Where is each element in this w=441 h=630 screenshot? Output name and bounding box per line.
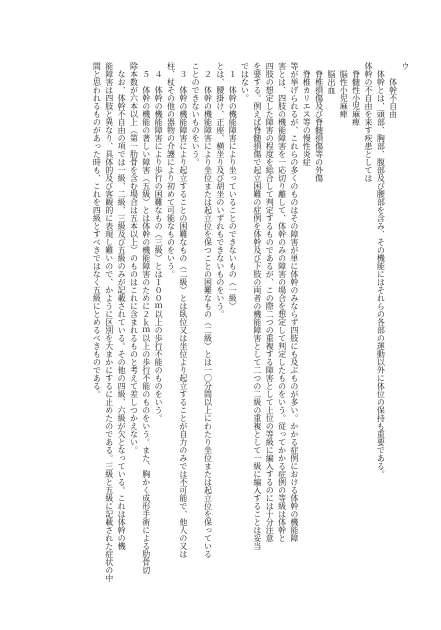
body-line: 間と思われるものがあった時も、これを四級とすべきではなく五級にとめるべきものである。 bbox=[92, 62, 102, 398]
body-line: 除本数が六本以上（第一肋骨を含む場合は五本以上）のものはこれに含まれるものと考えて差しつかえない。 bbox=[129, 62, 139, 454]
section-marker: ウ bbox=[401, 62, 410, 70]
disease-list-item: 脳性小児麻痺 bbox=[339, 70, 349, 118]
body-line: ではない。 bbox=[240, 62, 250, 102]
numbered-item-1: １ 体幹の機能障害により坐っていることのできないもの（一級） bbox=[228, 70, 238, 310]
body-line: ことのできないものをいう。 bbox=[191, 62, 201, 166]
numbered-item-4: ４ 体幹の機能障害により歩行の困難なもの（三級）とは１００ｍ以上の歩行不能のものをいう。 bbox=[154, 70, 164, 422]
note-paragraph: なお、体幹不自由の項では一級、二級、三級及び五級のみが記載されている。その他の四級、六級が欠となっている。これは体幹の機 bbox=[117, 70, 127, 550]
disease-list-item: 脳出血 bbox=[326, 70, 336, 94]
body-line: 害とは、四肢の機能障害を一応切り離して、体幹のみの障害の場合を想定して判定したものをいう。従ってかかる症例の等級は体幹と bbox=[277, 62, 287, 542]
vertical-text-body bbox=[90, 62, 411, 592]
body-line: 体幹とは、頭部、胸部、腹部及び腰部を含み、その機能にはそれらの各部の運動以外に体位の保持も重要である。 bbox=[376, 70, 386, 478]
disease-list-item: 脊椎損傷及び脊髄損傷等の外傷 bbox=[314, 70, 324, 182]
body-line: 能障害は四肢と異なり、具体的及び客観的に表現し難いので、かように区別を大まかにするに止めたのである。三級と五級に記載された症状の中 bbox=[104, 62, 114, 582]
numbered-item-3: ３ 体幹の機能障害により起立することの困難なもの（二級）とは臥位又は坐位より起立することが自力のみでは不可能で、他人の又は bbox=[178, 70, 188, 558]
body-line: 柱、杖その他の器物の介護により初めて可能なものをいう。 bbox=[166, 62, 176, 278]
body-line: とは、腰掛け、正座、横坐り及び胡坐のいずれもできないものをいう。 bbox=[215, 62, 225, 318]
body-line: 四肢の想定した障害の程度を総合して判定するものであるが、この際二つの重複する障害として上位の等級に編入するのには十分注意 bbox=[265, 62, 275, 542]
numbered-item-5: ５ 体幹の機能の著しい障害（五級）とは体幹の機能障害のために２ｋｍ以上の歩行不能のものをいう。また、胸かく成形手術による肋骨切 bbox=[141, 70, 151, 574]
body-line: 体幹の不自由を来す疾患としては bbox=[363, 62, 373, 182]
body-line: 等が挙げられるが、これらの多くのものはその障害が単に体幹のみならず四肢にも及ぶものが多い。かかる症例における体幹の機能障 bbox=[289, 62, 299, 542]
numbered-item-2: ２ 体幹の機能障害により坐位または起立位を保つことの困難なもの（二級）とは一〇分間以上にわたり坐位または起立位を保っている bbox=[203, 70, 213, 558]
disease-list-item: 脊椎カリエス等の慢性炎症 bbox=[302, 70, 312, 166]
section-heading: 体幹不自由 bbox=[388, 78, 398, 118]
disease-list-item: 脊髄性小児麻痺 bbox=[351, 70, 361, 126]
body-line: を要する。例えば脊髄損傷で起立困難の症例を体幹及び下肢の両者の機能障害として二つの二級の重複として一級に編入することは妥当 bbox=[252, 62, 262, 550]
